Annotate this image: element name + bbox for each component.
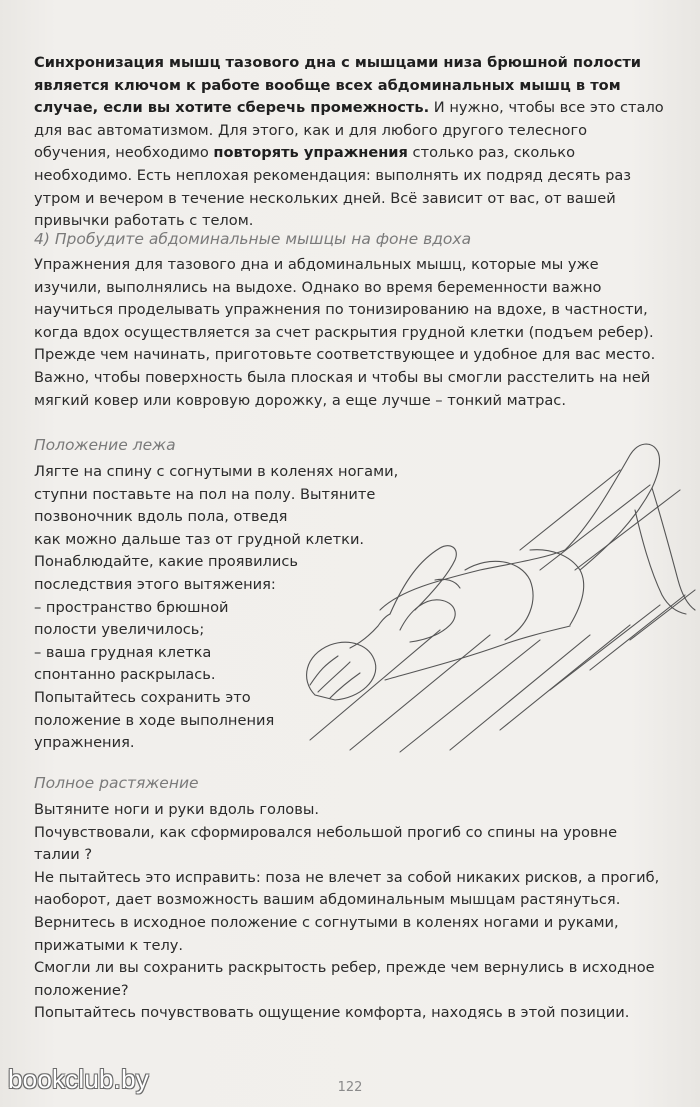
lying-line: Понаблюдайте, какие проявились: [34, 553, 298, 571]
lying-line: спонтанно раскрылась.: [34, 666, 216, 684]
belly: [465, 561, 533, 640]
arm-right: [400, 600, 455, 642]
lying-woman-illustration: [290, 430, 700, 760]
floor-line: [450, 635, 590, 750]
stretch-paragraph: Вытяните ноги и руки вдоль головы.: [34, 801, 319, 818]
intro-paragraph: [34, 52, 666, 233]
lying-line: позвоночник вдоль пола, отведя: [34, 508, 288, 526]
lying-line: положение в ходе выполнения: [34, 711, 275, 729]
lying-position-heading: Положение лежа: [34, 436, 176, 454]
stretch-paragraph: Смогли ли вы сохранить раскрытость ребер, прежде чем вернулись в исходное положение?: [34, 959, 655, 999]
floor-line: [350, 635, 490, 750]
floor-line: [520, 470, 620, 550]
head-outline: [307, 642, 376, 700]
stretch-paragraph: Попытайтесь почувствовать ощущение комфорта, находясь в этой позиции.: [34, 1004, 630, 1022]
full-stretch-text: [34, 799, 666, 1025]
hip: [530, 550, 584, 625]
watermark-text: bookclub.by: [8, 1064, 149, 1094]
stretch-paragraph: Не пытайтесь это исправить: поза не влечет за собой никаких рисков, а прогиб, наоборот, дает возможность вашим абдоминальным мышцам растянуться.: [34, 868, 660, 909]
full-stretch-heading: Полное растяжение: [34, 774, 199, 792]
floor-line: [500, 625, 630, 730]
stretch-paragraph: Почувствовали, как сформировался небольшой прогиб со спины на уровне талии ?: [34, 823, 618, 864]
leg-upper: [565, 444, 660, 550]
lying-line: ступни поставьте на пол на полу. Вытяните: [34, 485, 376, 503]
shin-back: [635, 510, 686, 614]
face-profile: [350, 614, 390, 648]
intro-bold-2: повторять упражнения: [213, 144, 408, 162]
floor-line: [630, 590, 695, 640]
lying-line: – ваша грудная клетка: [34, 643, 212, 661]
section-4-paragraph: Упражнения для тазового дна и абдоминальных мышц, которые мы уже изучили, выполнялись на выдохе. Однако во время беременности важно научиться проделывать упражнения по тонизированию на вдохе, в частности, когда вдох осуществляется за счет раскрытия грудной клетки (подъем ребер). Прежде чем начинать, приготовьте соответствующее и удобное для вас место. Важно, чтобы поверхность была плоская и чтобы вы смогли расстелить на ней мягкий ковер или ковровую дорожку, а еще лучше – тонкий матрас.: [34, 256, 656, 409]
stretch-paragraph: Вернитесь в исходное положение с согнутыми в коленях ногами и руками, прижатыми к телу.: [34, 913, 619, 954]
floor-line: [550, 605, 660, 690]
lying-line: последствия этого вытяжения:: [34, 575, 276, 593]
floor-line: [310, 630, 440, 740]
hair-strokes: [310, 656, 360, 698]
intro-text-2: столько раз, сколько необходимо. Есть неплохая рекомендация: выполнять их подряд десять раз утром и вечером в течение нескольких дней. Всё зависит от вас, от вашей привычки работать с телом.: [34, 144, 632, 230]
intro-bold-1: Синхронизация мышц тазового дна с мышцами низа брюшной полости является ключом к работе вообще всех абдоминальных мышц в том случае, если вы хотите сберечь промежность.: [34, 54, 642, 117]
lying-line: как можно дальше таз от грудной клетки.: [34, 530, 365, 548]
lying-line: – пространство брюшной: [34, 598, 229, 616]
page-number: 122: [337, 1080, 363, 1095]
intro-text-1: И нужно, чтобы все это стало для вас автоматизмом. Для этого, как и для любого другого телесного обучения, необходимо: [34, 99, 664, 162]
section-4-heading: 4) Пробудите абдоминальные мышцы на фоне вдоха: [34, 230, 472, 248]
lying-line: полости увеличилось;: [34, 621, 205, 639]
lying-line: Попытайтесь сохранить это: [34, 688, 251, 706]
lying-line: упражнения.: [34, 734, 135, 752]
floor-line: [400, 640, 540, 752]
lying-line: Лягте на спину с согнутыми в коленях ногами,: [34, 463, 399, 480]
